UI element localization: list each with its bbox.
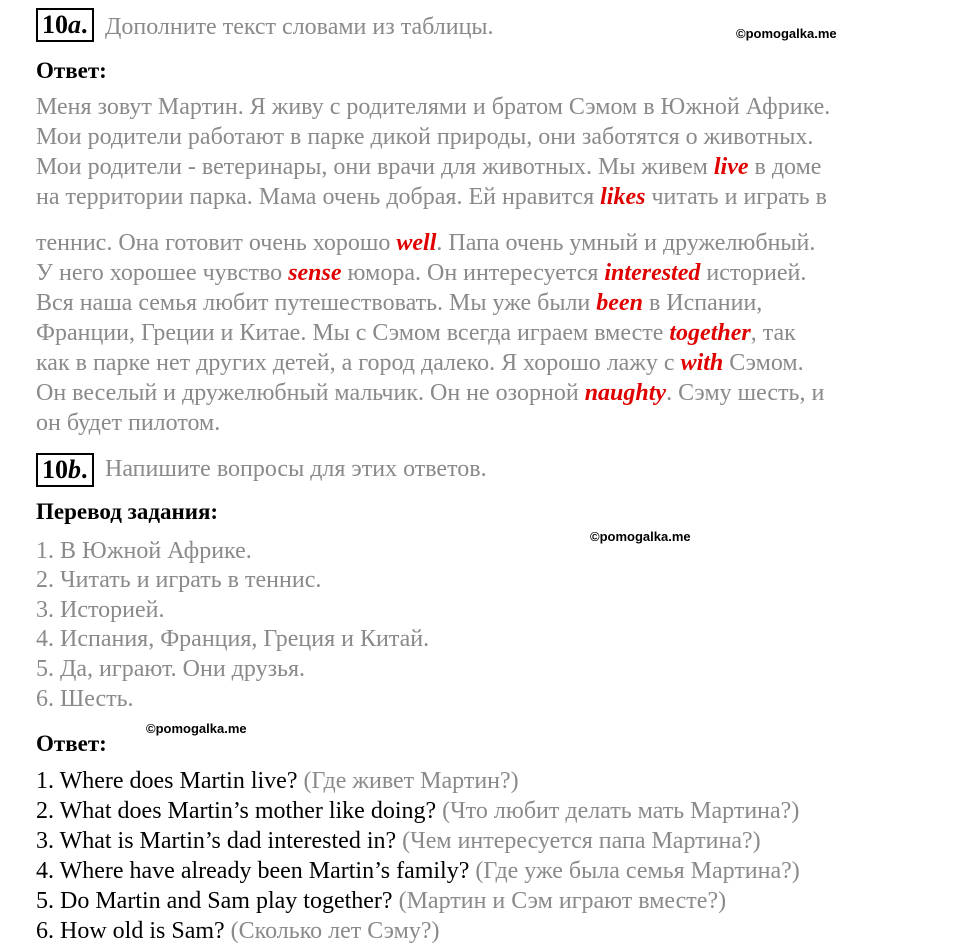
text-line — [36, 290, 762, 317]
text-segment: Франции, Греции и Китае. Мы с Сэмом всегда играем вместе — [36, 320, 670, 346]
answer-question-en: 3. What is Martin’s dad interested in? — [36, 828, 397, 854]
text-line — [36, 380, 824, 407]
filled-word: interested — [604, 260, 701, 286]
answer-question-en: 5. Do Martin and Sam play together? — [36, 888, 393, 914]
text-segment: У него хорошее чувство — [36, 260, 289, 286]
text-line — [36, 410, 220, 437]
translation-heading: Перевод задания: — [36, 499, 219, 524]
translation-item: 4. Испания, Франция, Греция и Китай. — [36, 626, 430, 652]
task-number-suffix: . — [81, 10, 88, 39]
task-number-suffix: . — [81, 455, 88, 484]
filled-word: naughty — [584, 380, 667, 406]
answer-translation-ru: (Сколько лет Сэму?) — [230, 918, 440, 944]
filled-word: likes — [600, 184, 646, 210]
text-line — [36, 350, 804, 377]
task-number-badge-10a — [36, 8, 94, 42]
answer-item — [36, 768, 519, 795]
filled-word: been — [596, 290, 643, 316]
text-segment: как в парке нет других детей, а город далеко. Я хорошо лажу с — [36, 350, 681, 376]
text-segment: в доме — [748, 154, 822, 180]
text-segment: на территории парка. Мама очень добрая. Ей нравится — [36, 184, 601, 210]
text-line — [36, 320, 796, 347]
filled-word: sense — [288, 260, 342, 286]
text-segment: Вся наша семья любит путешествовать. Мы уже были — [36, 290, 597, 316]
watermark-bottom: ©pomogalka.me — [146, 721, 247, 736]
text-line — [36, 184, 827, 211]
task-instruction-10b: Напишите вопросы для этих ответов. — [105, 456, 487, 482]
translation-item: 6. Шесть. — [36, 686, 134, 712]
text-segment: . Папа очень умный и дружелюбный. — [436, 230, 816, 256]
answer-question-en: 2. What does Martin’s mother like doing? — [36, 798, 437, 824]
answer-item — [36, 888, 726, 915]
text-segment: Мои родители - ветеринары, они врачи для животных. Мы живем — [36, 154, 714, 180]
answer-item — [36, 828, 761, 855]
text-line — [36, 154, 821, 181]
task-number-badge-10b — [36, 453, 94, 487]
text-segment: в Испании, — [642, 290, 763, 316]
task-number-digits: 10 — [42, 455, 68, 484]
answer-item — [36, 798, 799, 825]
filled-word: well — [396, 230, 437, 256]
answer-translation-ru: (Мартин и Сэм играют вместе?) — [398, 888, 727, 914]
text-line — [36, 124, 813, 151]
text-segment: , так — [750, 320, 796, 346]
answer-question-en: 1. Where does Martin live? — [36, 768, 298, 794]
answer-translation-ru: (Где живет Мартин?) — [303, 768, 519, 794]
text-line — [36, 230, 815, 257]
text-segment: читать и играть в — [645, 184, 827, 210]
text-line — [36, 260, 806, 287]
answer-heading-1: Ответ: — [36, 58, 107, 83]
text-segment: Меня зовут Мартин. Я живу с родителями и братом Сэмом в Южной Африке. — [36, 94, 831, 120]
answer-translation-ru: (Что любит делать мать Мартина?) — [442, 798, 800, 824]
filled-word: live — [713, 154, 749, 180]
answer-heading-2: Ответ: — [36, 731, 107, 756]
task-number-letter: b — [68, 455, 81, 484]
text-segment: юмора. Он интересуется — [341, 260, 605, 286]
answer-question-en: 6. How old is Sam? — [36, 918, 225, 944]
watermark-top: ©pomogalka.me — [736, 26, 837, 41]
text-segment: . Сэму шесть, и — [666, 380, 825, 406]
translation-item: 2. Читать и играть в теннис. — [36, 567, 322, 593]
answer-item — [36, 858, 800, 885]
text-segment: Мои родители работают в парке дикой природы, они заботятся о животных. — [36, 124, 814, 150]
answer-translation-ru: (Где уже была семья Мартина?) — [475, 858, 800, 884]
watermark-middle: ©pomogalka.me — [590, 529, 691, 544]
answer-question-en: 4. Where have already been Martin’s family? — [36, 858, 470, 884]
task-instruction-10a: Дополните текст словами из таблицы. — [105, 14, 494, 40]
translation-item: 5. Да, играют. Они друзья. — [36, 656, 306, 682]
task-number-letter: a — [68, 10, 81, 39]
translation-item: 3. Историей. — [36, 597, 165, 623]
answer-item — [36, 918, 440, 945]
text-line — [36, 94, 830, 121]
text-segment: теннис. Она готовит очень хорошо — [36, 230, 397, 256]
answer-translation-ru: (Чем интересуется папа Мартина?) — [402, 828, 761, 854]
text-segment: он будет пилотом. — [36, 410, 221, 436]
translation-item: 1. В Южной Африке. — [36, 538, 252, 564]
task-number-digits: 10 — [42, 10, 68, 39]
filled-word: together — [669, 320, 751, 346]
text-segment: Он веселый и дружелюбный мальчик. Он не озорной — [36, 380, 585, 406]
text-segment: историей. — [700, 260, 807, 286]
filled-word: with — [680, 350, 724, 376]
text-segment: Сэмом. — [723, 350, 804, 376]
